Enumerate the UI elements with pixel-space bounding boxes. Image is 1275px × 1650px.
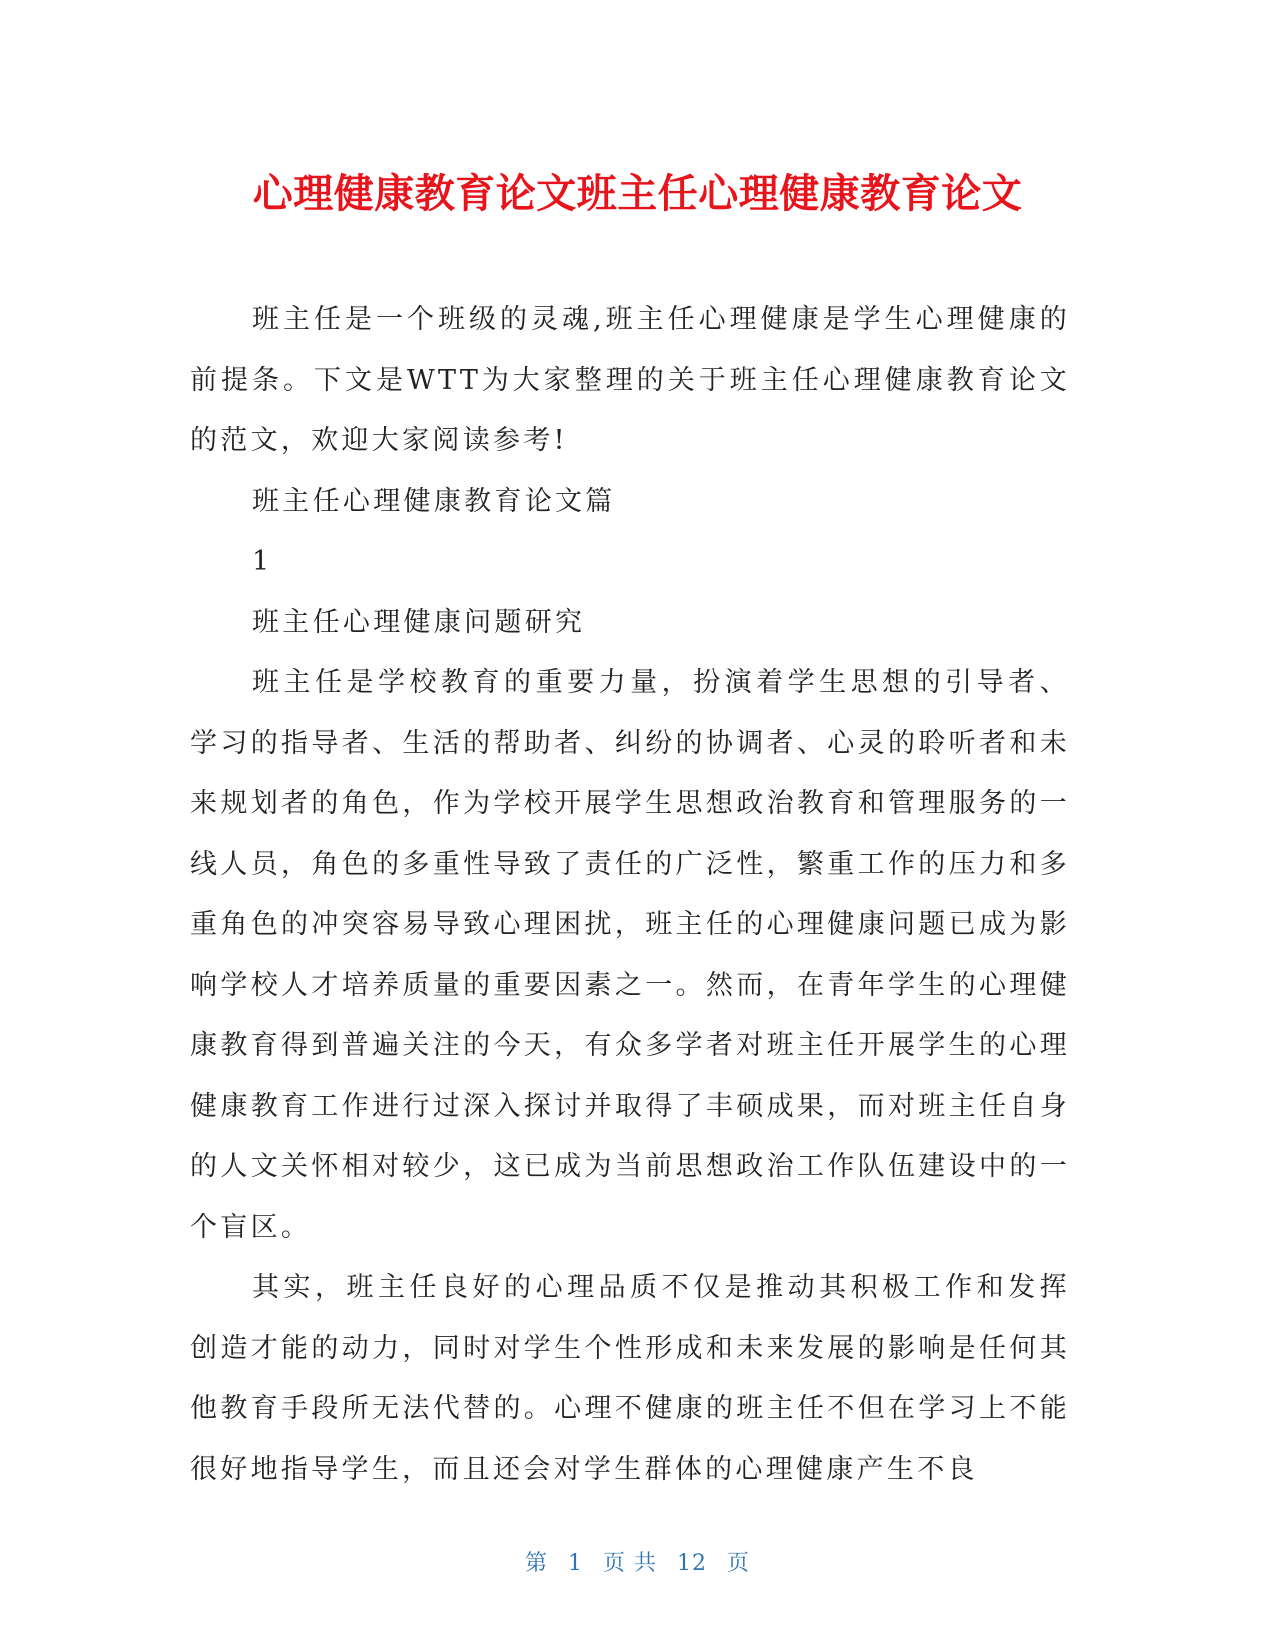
article-title: 班主任心理健康问题研究	[252, 606, 586, 638]
footer-page-number: 1	[568, 1551, 583, 1576]
section-heading: 班主任心理健康教育论文篇	[252, 485, 616, 517]
footer-mid: 页 共	[603, 1551, 657, 1576]
footer-prefix: 第	[524, 1551, 548, 1576]
section-number: 1	[252, 546, 273, 577]
intro-paragraph: 班主任是一个班级的灵魂,班主任心理健康是学生心理健康的前提条。下文是WTT为大家整理的关于班主任心理健康教育论文的范文，欢迎大家阅读参考!	[190, 304, 1070, 456]
document-body	[190, 290, 1070, 1500]
page-footer	[0, 1546, 1275, 1577]
body-paragraph: 其实，班主任良好的心理品质不仅是推动其积极工作和发挥创造才能的动力，同时对学生个性形成和未来发展的影响是任何其他教育手段所无法代替的。心理不健康的班主任不但在学习上不能很好地指导学生，而且还会对学生群体的心理健康产生不良	[190, 1272, 1070, 1485]
footer-total-pages: 12	[677, 1551, 707, 1576]
footer-suffix: 页	[727, 1551, 751, 1576]
body-paragraph: 班主任是学校教育的重要力量，扮演着学生思想的引导者、学习的指导者、生活的帮助者、纠纷的协调者、心灵的聆听者和未来规划者的角色，作为学校开展学生思想政治教育和管理服务的一线人员，角色的多重性导致了责任的广泛性，繁重工作的压力和多重角色的冲突容易导致心理困扰，班主任的心理健康问题已成为影响学校人才培养质量的重要因素之一。然而，在青年学生的心理健康教育得到普遍关注的今天，有众多学者对班主任开展学生的心理健康教育工作进行过深入探讨并取得了丰硕成果，而对班主任自身的人文关怀相对较少，这已成为当前思想政治工作队伍建设中的一个盲区。	[190, 667, 1070, 1243]
document-title: 心理健康教育论文班主任心理健康教育论文	[252, 171, 1023, 217]
